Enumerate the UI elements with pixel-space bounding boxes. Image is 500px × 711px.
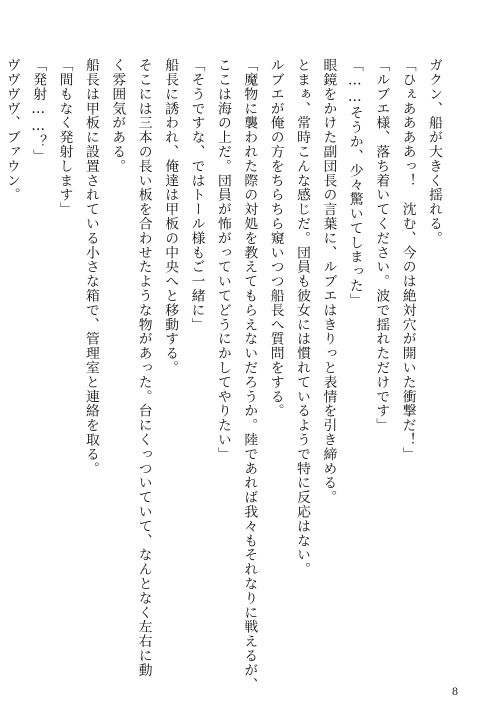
text-line: 「発射……？」 [30, 58, 47, 164]
text-line: 「魔物に襲われた際の対処を教えてもらえないだろうか。陸であれば我々もそれなりに戦えるが、 [241, 58, 258, 692]
text-line: 「そうですな、ではトール様もご一緒に」 [188, 58, 205, 332]
text-line: ガクン、船が大きく揺れる。 [426, 58, 442, 246]
text-line: 「ひぇああああっ！ 沈む、今のは絶対穴が開いた衝撃だ！」 [399, 58, 416, 462]
text-line: ここは海の上だ。団員が怖がっていてどうにかしてやりたい」 [214, 58, 231, 462]
text-line: 船長は甲板に設置されている小さな箱で、管理室と連絡を取る。 [82, 58, 99, 476]
text-line: 眼鏡をかけた副団長の言葉に、ルブエはきりっと表情を引き締める。 [320, 58, 337, 505]
text-line: 「間もなく発射します」 [56, 58, 73, 217]
page-number: 8 [452, 684, 458, 698]
text-line: 「ルブエ様、落ち着いてください。波で揺れただけです」 [373, 58, 390, 433]
text-line: とまぁ、常時こんな感じだ。団員も彼女には慣れているようで特に反応はない。 [294, 58, 311, 577]
text-line: ヴヴヴヴ、ブァウン。 [3, 58, 20, 202]
text-line: 船長に誘われ、俺達は甲板の中央へと移動する。 [162, 58, 179, 375]
text-line: く雰囲気がある。 [109, 58, 126, 174]
vertical-text-body [0, 58, 444, 692]
text-line: そこには三本の長い板を合わせたような物があった。台にくっついていて、なんとなく左右に動 [135, 58, 152, 678]
text-line: ルブエが俺の方をちらちら窺いつつ船長へ質問をする。 [267, 58, 284, 418]
text-line: 「……そうか、少々驚いてしまった」 [346, 58, 363, 308]
